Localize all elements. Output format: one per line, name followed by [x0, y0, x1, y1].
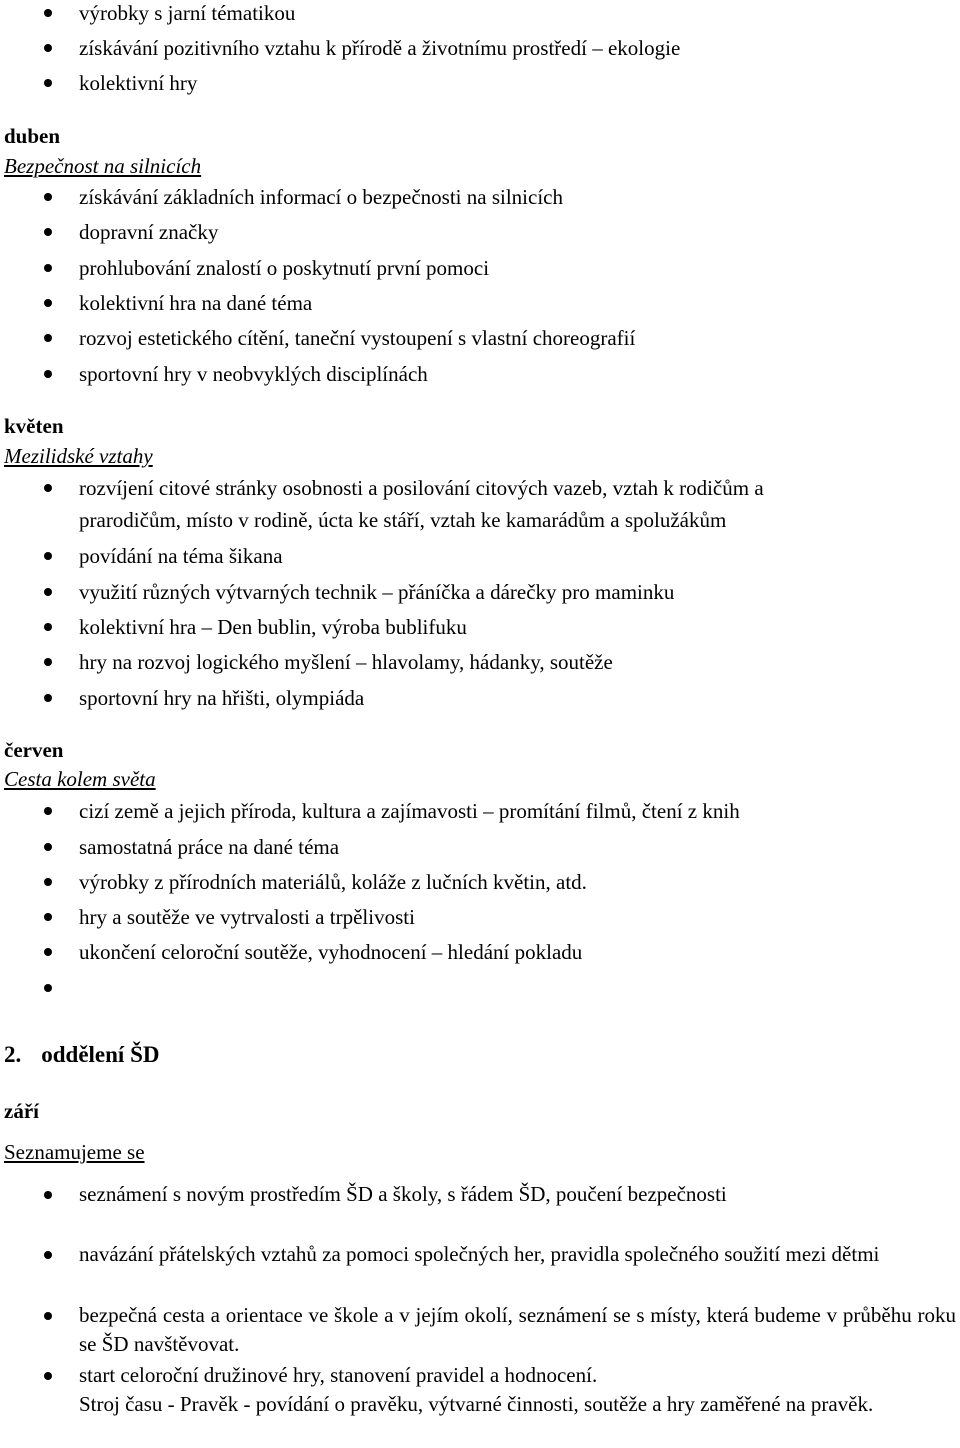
list-item-continuation: Stroj času - Pravěk - povídání o pravěku, výtvarné činnosti, soutěže a hry zaměřené na pravěk.	[79, 1392, 874, 1416]
list-item: prohlubování znalostí o poskytnutí první pomoci	[79, 256, 490, 280]
month-heading-april: duben	[4, 124, 61, 148]
bullet-icon	[44, 623, 52, 631]
bullet-icon	[44, 1372, 52, 1380]
list-item: využití různých výtvarných technik – přáníčka a dárečky pro maminku	[79, 580, 675, 604]
list-item: rozvoj estetického cítění, taneční vystoupení s vlastní choreografií	[79, 326, 636, 350]
bullet-icon	[44, 264, 52, 272]
theme-april: Bezpečnost na silnicích	[4, 154, 202, 178]
theme-september: Seznamujeme se	[4, 1140, 145, 1164]
bullet-icon	[44, 948, 52, 956]
bullet-icon	[44, 552, 52, 560]
list-item: samostatná práce na dané téma	[79, 835, 340, 859]
section-number: 2.	[4, 1042, 22, 1067]
theme-may: Mezilidské vztahy	[4, 444, 153, 468]
bullet-icon	[44, 807, 52, 815]
list-item: seznámení s novým prostředím ŠD a školy, s řádem ŠD, poučení bezpečnosti	[79, 1182, 727, 1206]
bullet-icon	[44, 299, 52, 307]
list-item: cizí země a jejich příroda, kultura a zajímavosti – promítání filmů, čtení z knih	[79, 799, 740, 823]
bullet-icon	[44, 1312, 52, 1320]
list-item: start celoroční družinové hry, stanovení pravidel a hodnocení.	[79, 1363, 598, 1387]
bullet-icon	[44, 484, 52, 492]
list-item: výrobky z přírodních materiálů, koláže z lučních květin, atd.	[79, 870, 587, 894]
list-item: kolektivní hra na dané téma	[79, 291, 313, 315]
bullet-icon	[44, 694, 52, 702]
bullet-icon	[44, 913, 52, 921]
bullet-icon	[44, 228, 52, 236]
month-heading-may: květen	[4, 414, 64, 438]
bullet-icon	[44, 1191, 52, 1199]
month-heading-june: červen	[4, 738, 64, 762]
section-heading	[4, 1042, 159, 1068]
list-item-continuation: prarodičům, místo v rodině, úcta ke stáří, vztah ke kamarádům a spolužákům	[79, 508, 727, 532]
list-item: získávání pozitivního vztahu k přírodě a životnímu prostředí – ekologie	[79, 36, 681, 60]
list-item: navázání přátelských vztahů za pomoci společných her, pravidla společného soužití mezi dětmi	[79, 1242, 880, 1266]
list-item: sportovní hry na hřišti, olympiáda	[79, 686, 365, 710]
bullet-icon	[44, 193, 52, 201]
list-item: ukončení celoroční soutěže, vyhodnocení – hledání pokladu	[79, 940, 583, 964]
list-item: kolektivní hry	[79, 71, 198, 95]
bullet-icon	[44, 658, 52, 666]
bullet-icon	[44, 79, 52, 87]
bullet-icon	[44, 588, 52, 596]
list-item: bezpečná cesta a orientace ve škole a v jejím okolí, seznámení se s místy, která budeme v průběhu roku se ŠD navštěvovat.	[79, 1303, 956, 1356]
theme-june: Cesta kolem světa	[4, 767, 156, 791]
bullet-icon	[44, 44, 52, 52]
list-item: získávání základních informací o bezpečnosti na silnicích	[79, 185, 563, 209]
bullet-icon	[44, 1251, 52, 1259]
list-item: kolektivní hra – Den bublin, výroba bublifuku	[79, 615, 467, 639]
bullet-icon	[44, 984, 52, 992]
list-item: dopravní značky	[79, 220, 219, 244]
bullet-icon	[44, 878, 52, 886]
list-item: výrobky s jarní tématikou	[79, 1, 296, 25]
bullet-icon	[44, 9, 52, 17]
bullet-icon	[44, 334, 52, 342]
list-item: rozvíjení citové stránky osobnosti a posilování citových vazeb, vztah k rodičům a	[79, 476, 764, 500]
bullet-icon	[44, 370, 52, 378]
bullet-icon	[44, 843, 52, 851]
list-item: hry na rozvoj logického myšlení – hlavolamy, hádanky, soutěže	[79, 650, 613, 674]
month-heading-september: září	[4, 1099, 39, 1123]
section-title: oddělení ŠD	[41, 1042, 160, 1067]
list-item: hry a soutěže ve vytrvalosti a trpělivosti	[79, 905, 415, 929]
list-item: povídání na téma šikana	[79, 544, 283, 568]
list-item: sportovní hry v neobvyklých disciplínách	[79, 362, 428, 386]
